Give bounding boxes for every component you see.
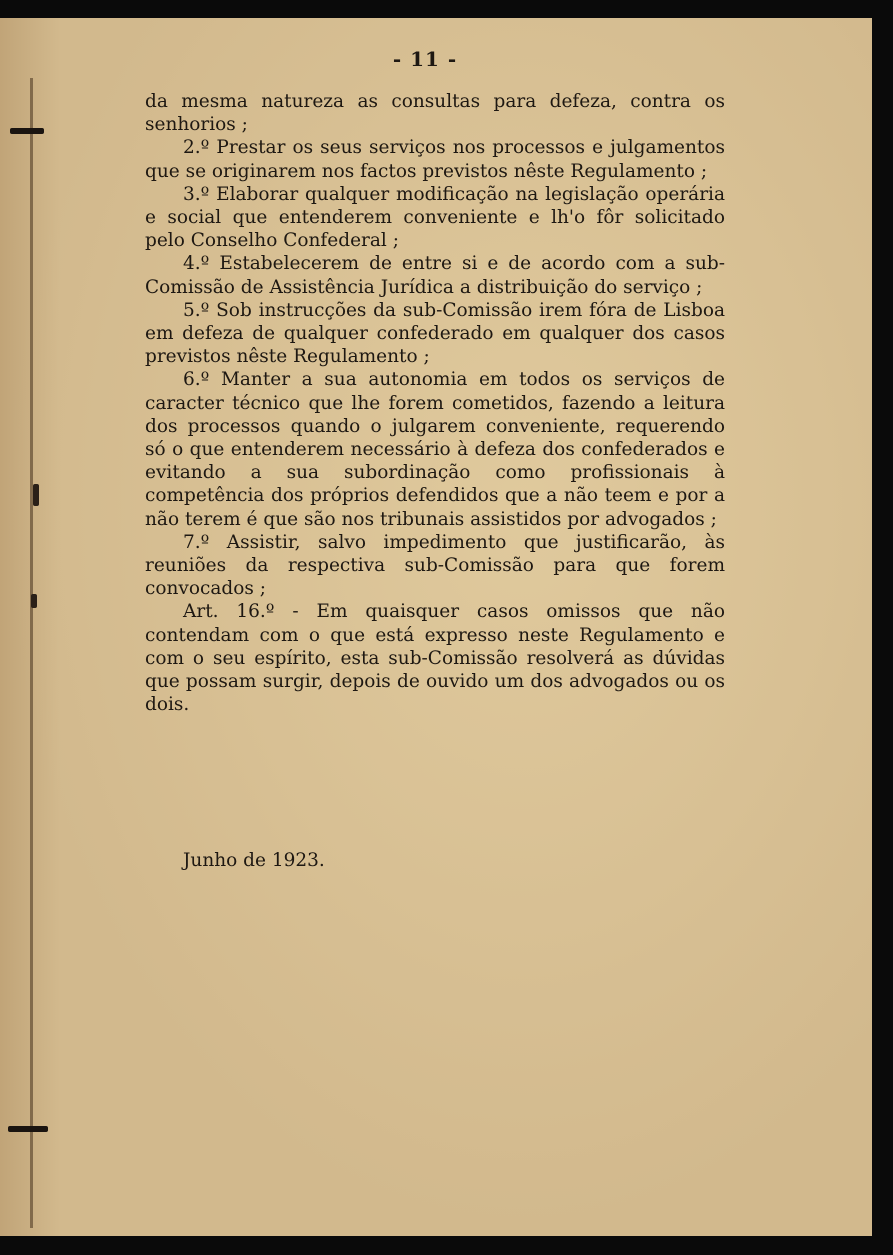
- binding-mark: [33, 484, 39, 506]
- item-5: 5.º Sob instrucções da sub-Comissão irem fóra de Lisboa em defeza de qualquer confederado em qualquer dos casos previstos nêste Regulamento ;: [145, 299, 725, 368]
- item-6: 6.º Manter a sua autonomia em todos os serviços de caracter técnico que lhe forem cometidos, fazendo a leitura dos processos quando o julgarem conveniente, requerendo só o que entenderem necessário à defeza dos confederados e evitando a sua subordinação como profissionais à competência dos próprios defendidos que a não teem e por a não terem é que são nos tribunais assistidos por advogados ;: [145, 369, 725, 530]
- item-7: 7.º Assistir, salvo impedimento que justificarão, às reuniões da respectiva sub-Comissão para que forem convocados ;: [145, 531, 725, 600]
- staple-bottom: [8, 1126, 48, 1132]
- page-number: - 11 -: [392, 47, 458, 71]
- document-body: [145, 42, 725, 716]
- paragraph-continuation: da mesma natureza as consultas para defeza, contra os senhorios ;: [145, 91, 725, 136]
- article-16: Art. 16.º - Em quaisquer casos omissos que não contendam com o que está expresso neste Regulamento e com o seu espírito, esta sub-Comissão resolverá as dúvidas que possam surgir, depois de ouvido um dos advogados ou os dois.: [145, 601, 725, 716]
- binding-mark: [31, 594, 37, 608]
- item-2: 2.º Prestar os seus serviços nos processos e julgamentos que se originarem nos factos previstos nêste Regulamento ;: [145, 137, 725, 182]
- item-3: 3.º Elaborar qualquer modificação na legislação operária e social que entenderem conveniente e lh'o fôr solicitado pelo Conselho Confederal ;: [145, 183, 725, 252]
- binding-edge: [30, 78, 33, 1228]
- document-date: Junho de 1923.: [183, 850, 325, 871]
- staple-top: [10, 128, 44, 134]
- item-4: 4.º Estabelecerem de entre si e de acordo com a sub-Comissão de Assistência Jurídica a distribuição do serviço ;: [145, 253, 725, 298]
